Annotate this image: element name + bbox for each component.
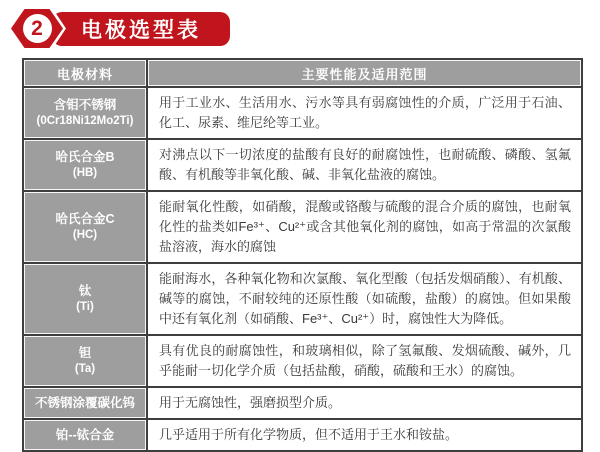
material-name: 钛 <box>78 283 92 298</box>
material-name: 铂--铱合金 <box>55 427 115 442</box>
table-row <box>23 139 582 191</box>
material-name: 含钼不锈钢 <box>53 97 117 112</box>
material-spec: (HC) <box>72 229 98 242</box>
column-header-performance: 主要性能及适用范围 <box>147 59 582 87</box>
description-cell: 几乎适用于所有化学物质，但不适用于王水和铵盐。 <box>147 419 582 451</box>
description-cell: 对沸点以下一切浓度的盐酸有良好的耐腐蚀性，也耐硫酸、磷酸、氢氟酸、有机酸等非氧化酸、碱、非氧化盐液的腐蚀。 <box>147 139 582 191</box>
material-cell <box>23 387 147 419</box>
description-cell: 能耐氧化性酸，如硝酸，混酸或铬酸与硫酸的混合介质的腐蚀，也耐氧化性的盐类如Fe³⁺、Cu²⁺或含其他氧化剂的腐蚀，如高于常温的次氯酸盐溶液，海水的腐蚀 <box>147 191 582 263</box>
material-name: 哈氏合金B <box>55 149 115 164</box>
table-row <box>23 419 582 451</box>
table-row <box>23 87 582 139</box>
electrode-selection-table <box>22 58 583 452</box>
section-number-badge <box>8 6 66 51</box>
column-header-material: 电极材料 <box>23 59 147 87</box>
material-cell <box>23 419 147 451</box>
material-name: 哈氏合金C <box>55 211 115 226</box>
table-row <box>23 335 582 387</box>
material-cell <box>23 139 147 191</box>
table-row <box>23 263 582 335</box>
description-cell: 具有优良的耐腐蚀性，和玻璃相似，除了氢氟酸、发烟硫酸、碱外，几乎能耐一切化学介质（包括盐酸，硝酸，硫酸和王水）的腐蚀。 <box>147 335 582 387</box>
section-number: 2 <box>31 17 43 40</box>
material-spec: (Ti) <box>76 301 94 314</box>
material-spec: (Ta) <box>74 363 96 376</box>
table-body <box>23 87 582 451</box>
description-cell: 用于无腐蚀性，强磨损型介质。 <box>147 387 582 419</box>
material-spec: (HB) <box>72 167 98 180</box>
material-cell <box>23 335 147 387</box>
number-circle <box>23 14 52 43</box>
material-cell <box>23 191 147 263</box>
material-name: 钽 <box>78 345 92 360</box>
table-header-row <box>23 59 582 87</box>
section-header <box>0 0 600 58</box>
description-cell: 能耐海水，各种氧化物和次氯酸、氧化型酸（包括发烟硝酸）、有机酸、碱等的腐蚀，不耐较纯的还原性酸（如硫酸，盐酸）的腐蚀。但如果酸中还有氧化剂（如硝酸、Fe³⁺、Cu²⁺）时，腐蚀性大为降低。 <box>147 263 582 335</box>
material-spec: (0Cr18Ni12Mo2Ti) <box>36 115 134 128</box>
material-name: 不锈钢涂覆碳化钨 <box>34 395 135 410</box>
material-cell <box>23 263 147 335</box>
description-cell: 用于工业水、生活用水、污水等具有弱腐蚀性的介质，广泛用于石油、化工、尿素、维尼纶等工业。 <box>147 87 582 139</box>
material-cell <box>23 87 147 139</box>
section-title: 电极选型表 <box>81 19 201 42</box>
table-row <box>23 191 582 263</box>
table-row <box>23 387 582 419</box>
section-title-banner <box>52 12 230 46</box>
